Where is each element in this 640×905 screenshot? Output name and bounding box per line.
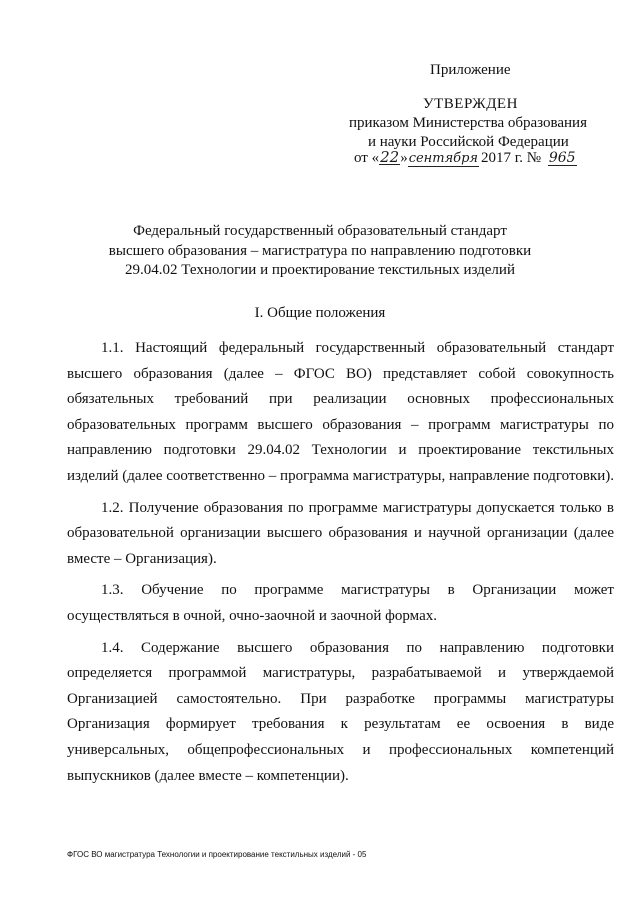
date-prefix: от « [354, 150, 380, 166]
paragraph-1-3: 1.3. Обучение по программе магистратуры в Организации может осуществляться в очной, очно-заочной и заочной формах. [67, 582, 614, 624]
title-line-3: 29.04.02 Технологии и проектирование текстильных изделий [125, 262, 515, 278]
approved-label: УТВЕРЖДЕН [423, 96, 518, 112]
title-line-2: высшего образования – магистратура по направлению подготовки [108, 242, 532, 259]
order-line-2: и науки Российской Федерации [368, 134, 569, 150]
date-month: сентября [408, 151, 479, 166]
date-year: 2017 г. № [481, 150, 542, 166]
date-day: 22 [380, 148, 400, 166]
paragraph-1-4: 1.4. Содержание высшего образования по направлению подготовки определяется программой магистратуры, разрабатываемой и утверждаемой Организацией самостоятельно. При разработке программы магистратуры Организация формирует требования к результатам ее освоения в виде универсальных, общепрофессиональных и профессиональных компетенций выпускников (далее вместе – компетенции). [67, 639, 614, 784]
order-line-1: приказом Министерства образования [349, 115, 587, 131]
date-mid: » [400, 150, 408, 166]
paragraph-1-2: 1.2. Получение образования по программе магистратуры допускается только в образовательной организации высшего образования и научной организации (далее вместе – Организация). [67, 499, 614, 567]
section-heading: I. Общие положения [254, 305, 386, 321]
page-footer: ФГОС ВО магистратура Технологии и проектирование текстильных изделий - 05 [67, 850, 367, 859]
paragraph-1-1: 1.1. Настоящий федеральный государственный образовательный стандарт высшего образования (далее – ФГОС ВО) представляет собой совокупность обязательных требований при реализации основных профессиональных образовательных программ высшего образования – программ магистратуры по направлению подготовки 29.04.02 Технологии и проектирование текстильных изделий (далее соответственно – программа магистратуры, направление подготовки). [67, 340, 614, 484]
document-title [60, 222, 580, 281]
title-line-1: Федеральный государственный образовательный стандарт [133, 223, 507, 239]
document-body [67, 336, 614, 795]
appendix-label: Приложение [430, 62, 511, 78]
order-date-line [354, 150, 577, 167]
order-number: 965 [548, 150, 576, 166]
